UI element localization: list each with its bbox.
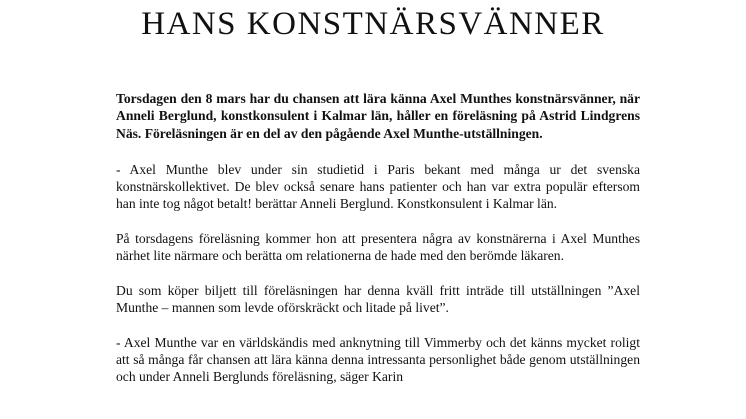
body-paragraph: På torsdagens föreläsning kommer hon att presentera några av konstnärerna i Axel Munthes närhet lite närmare och berätta om relationerna de hade med den berömde läkaren. [116,231,640,264]
lead-paragraph: Torsdagen den 8 mars har du chansen att lära känna Axel Munthes konstnärsvänner, när Anneli Berglund, konstkonsulent i Kalmar län, håller en föreläsning på Astrid Lindgrens Näs. Föreläsningen är en del av den pågående Axel Munthe-utställningen. [116,91,640,141]
article-body [116,90,640,403]
document-title: HANS KONSTNÄRSVÄNNER [141,6,605,42]
body-paragraph: Du som köper biljett till föreläsningen har denna kväll fritt inträde till utställningen ”Axel Munthe – mannen som levde oförskräckt och litade på livet”. [116,282,640,316]
body-paragraph: - Axel Munthe var en världskändis med anknytning till Vimmerby och det känns mycket roligt att så många får chansen att lära känna denna intressanta personlighet både genom utställningen och under Anneli Berglunds föreläsning, säger Karin [116,334,640,385]
body-paragraph: - Axel Munthe blev under sin studietid i Paris bekant med många ur det svenska konstnärskollektivet. De blev också senare hans patienter och han var extra populär eftersom han inte tog något betalt! berättar Anneli Berglund. Konstkonsulent i Kalmar län. [116,161,640,212]
